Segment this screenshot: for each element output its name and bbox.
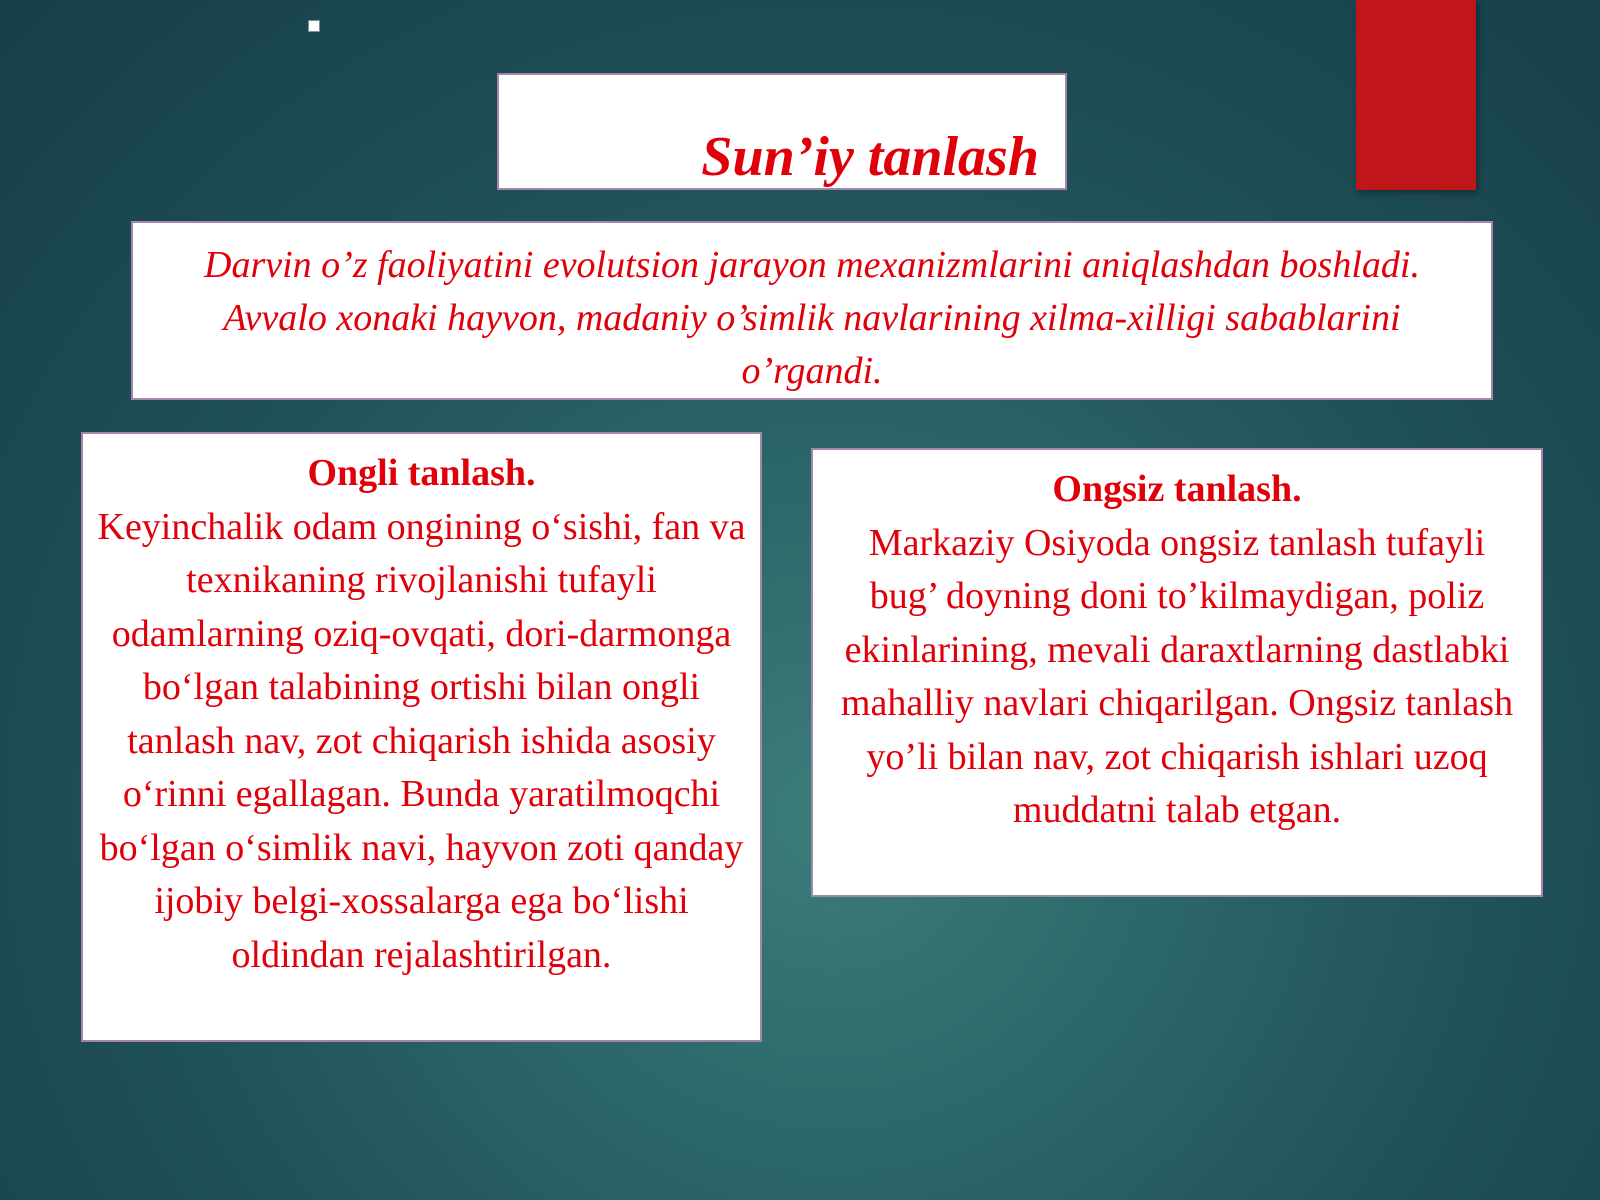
unconscious-selection-box xyxy=(811,448,1543,897)
title-box xyxy=(497,73,1067,190)
conscious-selection-heading: Ongli tanlash. xyxy=(307,452,536,494)
accent-bar xyxy=(1356,0,1476,190)
unconscious-selection-heading: Ongsiz tanlash. xyxy=(1052,468,1302,510)
unconscious-selection-text: Markaziy Osiyoda ongsiz tanlash tufayli bug’ doyning doni to’kilmaydigan, poliz ekinlarining, mevali daraxtlarning dastlabki mahalliy navlari chiqarilgan. Ongsiz tanlash yo’li bilan nav, zot chiqarish ishlari uzoq muddatni talab etgan. xyxy=(840,521,1514,831)
intro-text: Darvin o’z faoliyatini evolutsion jarayon mexanizmlarini aniqlashdan boshladi. Avvalo xonaki hayvon, madaniy o’simlik navlarining xilma-xilligi sabablarini o’rgandi. xyxy=(204,244,1420,392)
slide-title: Sun’iy tanlash xyxy=(701,126,1039,188)
bullet-marker-icon xyxy=(308,20,320,32)
conscious-selection-text: Keyinchalik odam ongining o‘sishi, fan va texnikaning rivojlanishi tufayli odamlarning oziq-ovqati, dori-darmonga bo‘lgan talabining ortishi bilan ongli tanlash nav, zot chiqarish ishida asosiy o‘rinni egallagan. Bunda yaratilmoqchi bo‘lgan o‘simlik navi, hayvon zoti qanday ijobiy belgi-xossalarga ega bo‘lishi oldindan rejalashtirilgan. xyxy=(97,505,746,976)
conscious-selection-box xyxy=(81,432,762,1042)
intro-box xyxy=(131,221,1493,400)
